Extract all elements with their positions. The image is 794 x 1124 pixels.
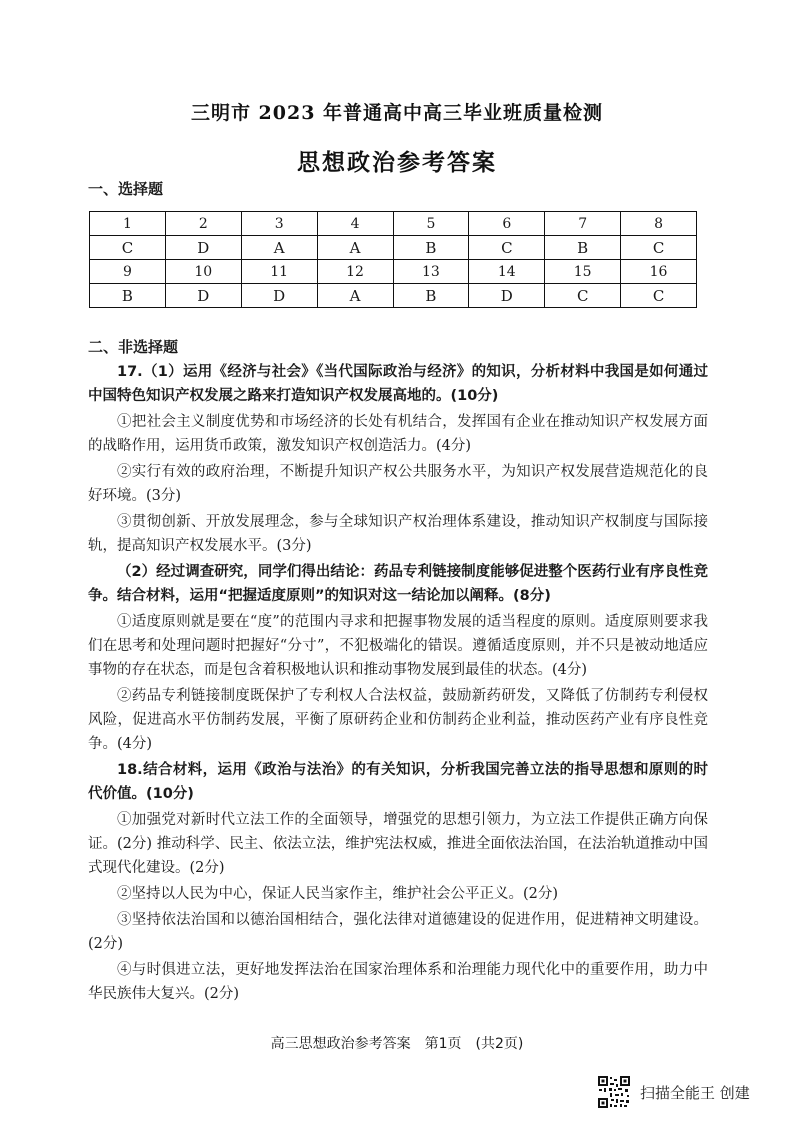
- section-non-choice-heading: 二、非选择题: [88, 338, 179, 356]
- answer-point: ②药品专利链接制度既保护了专利权人合法权益，鼓励新药研发，又降低了仿制药专利侵权风险，促进高水平仿制药发展，平衡了原研药企业和仿制药企业利益，推动医药产业有序良性竞争。(4分): [88, 688, 708, 752]
- table-cell: 12: [317, 260, 393, 284]
- table-cell: D: [241, 284, 317, 308]
- answer-point: ①加强党对新时代立法工作的全面领导，增强党的思想引领力，为立法工作提供正确方向保证。(2分) 推动科学、民主、依法立法，维护宪法权威，推进全面依法治国，在法治轨道推动中国式现代化建设。(2分): [88, 812, 708, 876]
- table-cell: 1: [90, 212, 166, 236]
- question-18: 18.结合材料，运用《政治与法治》的有关知识，分析我国完善立法的指导思想和原则的时代价值。(10分): [88, 762, 708, 802]
- table-cell: 7: [545, 212, 621, 236]
- table-cell: 3: [241, 212, 317, 236]
- answer-point: ④与时俱进立法，更好地发挥法治在国家治理体系和治理能力现代化中的重要作用，助力中华民族伟大复兴。(2分): [88, 962, 708, 1002]
- table-cell: D: [165, 236, 241, 260]
- table-cell: C: [90, 236, 166, 260]
- table-cell: C: [621, 284, 697, 308]
- table-cell: B: [393, 284, 469, 308]
- exam-title: 三明市 2023 年普通高中高三毕业班质量检测: [190, 102, 604, 124]
- table-row-numbers-1: [90, 212, 697, 236]
- table-cell: B: [393, 236, 469, 260]
- table-cell: B: [545, 236, 621, 260]
- question-17-1: 17.（1）运用《经济与社会》《当代国际政治与经济》的知识，分析材料中我国是如何通过中国特色知识产权发展之路来打造知识产权发展高地的。(10分): [88, 364, 708, 404]
- table-cell: 16: [621, 260, 697, 284]
- answer-point: ②坚持以人民为中心，保证人民当家作主，维护社会公平正义。(2分): [117, 886, 559, 902]
- table-cell: 4: [317, 212, 393, 236]
- answer-point: ③坚持依法治国和以德治国相结合，强化法律对道德建设的促进作用，促进精神文明建设。(2分): [88, 912, 708, 952]
- scanner-watermark: 扫描全能王 创建: [640, 1084, 750, 1102]
- table-cell: 6: [469, 212, 545, 236]
- answer-point: ①把社会主义制度优势和市场经济的长处有机结合，发挥国有企业在推动知识产权发展方面的战略作用，运用货币政策，激发知识产权创造活力。(4分): [88, 414, 708, 454]
- table-cell: C: [621, 236, 697, 260]
- table-cell: A: [317, 284, 393, 308]
- table-cell: 10: [165, 260, 241, 284]
- answer-point: ①适度原则就是要在“度”的范围内寻求和把握事物发展的适当程度的原则。适度原则要求我们在思考和处理问题时把握好“分寸”，不犯极端化的错误。遵循适度原则，并不只是被动地适应事物的存在状态，而是包含着积极地认识和推动事物发展到最佳的状态。(4分): [88, 614, 708, 678]
- table-cell: B: [90, 284, 166, 308]
- table-cell: 13: [393, 260, 469, 284]
- question-17-2: （2）经过调查研究，同学们得出结论：药品专利链接制度能够促进整个医药行业有序良性竞争。结合材料，运用“把握适度原则”的知识对这一结论加以阐释。(8分): [88, 564, 708, 604]
- answer-table: [89, 211, 697, 308]
- table-cell: 5: [393, 212, 469, 236]
- table-cell: A: [241, 236, 317, 260]
- table-cell: A: [317, 236, 393, 260]
- table-row-answers-1: [90, 236, 697, 260]
- table-cell: D: [469, 284, 545, 308]
- table-cell: C: [469, 236, 545, 260]
- answer-point: ②实行有效的政府治理，不断提升知识产权公共服务水平，为知识产权发展营造规范化的良好环境。(3分): [88, 464, 708, 504]
- table-cell: D: [165, 284, 241, 308]
- page-footer: 高三思想政治参考答案 第1页 (共2页): [270, 1036, 524, 1052]
- table-row-answers-2: [90, 284, 697, 308]
- qr-code-icon: [597, 1075, 631, 1109]
- table-cell: 9: [90, 260, 166, 284]
- table-cell: C: [545, 284, 621, 308]
- answer-point: ③贯彻创新、开放发展理念，参与全球知识产权治理体系建设，推动知识产权制度与国际接轨，提高知识产权发展水平。(3分): [88, 514, 708, 554]
- document-subtitle: 思想政治参考答案: [297, 149, 497, 176]
- table-cell: 2: [165, 212, 241, 236]
- table-row-numbers-2: [90, 260, 697, 284]
- table-cell: 15: [545, 260, 621, 284]
- section-multiple-choice-heading: 一、选择题: [88, 180, 164, 198]
- table-cell: 8: [621, 212, 697, 236]
- table-cell: 14: [469, 260, 545, 284]
- table-cell: 11: [241, 260, 317, 284]
